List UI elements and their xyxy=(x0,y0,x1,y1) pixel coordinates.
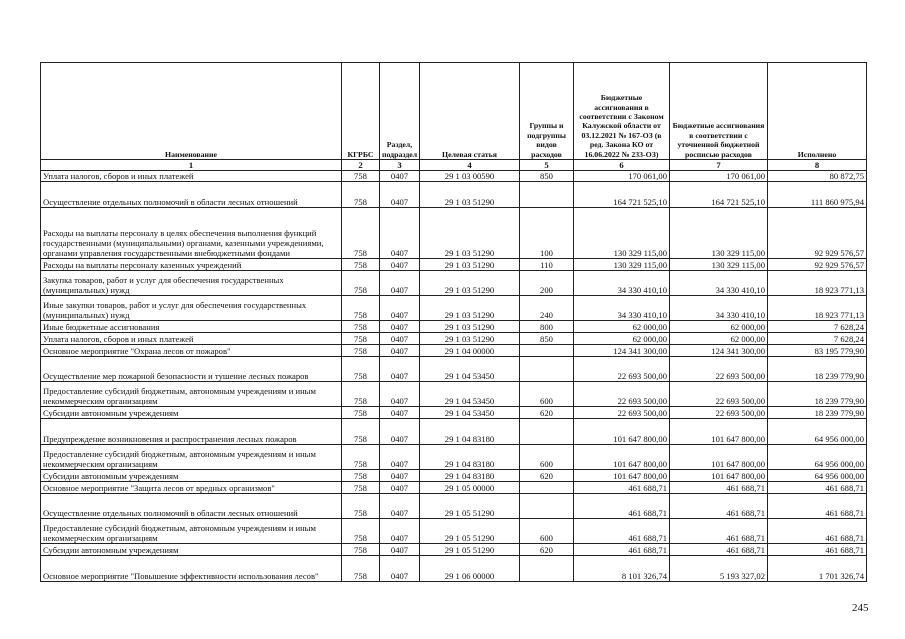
row-executed: 92 929 576,57 xyxy=(768,208,867,259)
table-row xyxy=(41,345,867,357)
row-executed: 18 923 771,13 xyxy=(768,296,867,321)
header-assign-law: Бюджетные ассигнования в соответствии с Законом Калужской области от 03.12.2021 № 167-ОЗ (в ред. Закона КО от 16.06.2022 № 233-ОЗ) xyxy=(574,63,670,160)
header-groups: Группы и подгруппы видов расходов xyxy=(520,63,574,160)
row-section: 0407 xyxy=(380,445,420,470)
row-section: 0407 xyxy=(380,208,420,259)
row-name: Иные закупки товаров, работ и услуг для обеспечения государственных (муниципальных) нужд xyxy=(41,296,342,321)
row-group: 850 xyxy=(520,333,574,345)
row-group: 100 xyxy=(520,208,574,259)
header-kgrbs: КГРБС xyxy=(342,63,380,160)
row-kgrbs: 758 xyxy=(342,357,380,382)
row-section: 0407 xyxy=(380,419,420,445)
row-group xyxy=(520,357,574,382)
row-name: Основное мероприятие "Охрана лесов от пожаров" xyxy=(41,345,342,357)
row-assign-revised: 164 721 525,10 xyxy=(670,182,768,208)
column-number: 6 xyxy=(574,160,670,171)
table-row xyxy=(41,333,867,345)
page-number: 245 xyxy=(852,602,869,614)
row-group xyxy=(520,494,574,519)
row-section: 0407 xyxy=(380,296,420,321)
table-row xyxy=(41,494,867,519)
header-section: Раздел, подраздел xyxy=(380,63,420,160)
row-name: Предоставление субсидий бюджетным, автономным учреждениям и иным некоммерческим организациям xyxy=(41,382,342,407)
table-row xyxy=(41,419,867,445)
column-number-row xyxy=(41,160,867,171)
row-target: 29 1 03 51290 xyxy=(420,271,520,296)
row-assign-law: 22 693 500,00 xyxy=(574,382,670,407)
row-assign-law: 124 341 300,00 xyxy=(574,345,670,357)
row-assign-revised: 170 061,00 xyxy=(670,171,768,182)
row-name: Субсидии автономным учреждениям xyxy=(41,544,342,556)
row-target: 29 1 05 51290 xyxy=(420,519,520,544)
row-assign-law: 34 330 410,10 xyxy=(574,271,670,296)
row-assign-revised: 22 693 500,00 xyxy=(670,407,768,419)
row-section: 0407 xyxy=(380,357,420,382)
row-kgrbs: 758 xyxy=(342,445,380,470)
row-section: 0407 xyxy=(380,259,420,271)
header-target: Целевая статья xyxy=(420,63,520,160)
table-row xyxy=(41,271,867,296)
row-assign-law: 461 688,71 xyxy=(574,482,670,494)
row-name: Осуществление отдельных полномочий в области лесных отношений xyxy=(41,182,342,208)
row-group xyxy=(520,556,574,582)
row-assign-law: 101 647 800,00 xyxy=(574,445,670,470)
row-assign-revised: 130 329 115,00 xyxy=(670,208,768,259)
row-assign-law: 62 000,00 xyxy=(574,333,670,345)
row-executed: 80 872,75 xyxy=(768,171,867,182)
table-row xyxy=(41,321,867,333)
row-section: 0407 xyxy=(380,333,420,345)
row-group xyxy=(520,482,574,494)
row-assign-revised: 22 693 500,00 xyxy=(670,357,768,382)
row-target: 29 1 03 51290 xyxy=(420,321,520,333)
row-target: 29 1 04 83180 xyxy=(420,419,520,445)
table-row xyxy=(41,296,867,321)
row-target: 29 1 04 00000 xyxy=(420,345,520,357)
row-name: Субсидии автономным учреждениям xyxy=(41,407,342,419)
row-kgrbs: 758 xyxy=(342,208,380,259)
row-assign-law: 170 061,00 xyxy=(574,171,670,182)
row-assign-revised: 130 329 115,00 xyxy=(670,259,768,271)
row-assign-law: 101 647 800,00 xyxy=(574,470,670,482)
row-section: 0407 xyxy=(380,182,420,208)
row-assign-law: 461 688,71 xyxy=(574,494,670,519)
column-number: 2 xyxy=(342,160,380,171)
row-assign-revised: 101 647 800,00 xyxy=(670,470,768,482)
row-executed: 64 956 000,00 xyxy=(768,445,867,470)
row-section: 0407 xyxy=(380,482,420,494)
row-group: 620 xyxy=(520,470,574,482)
table-row xyxy=(41,382,867,407)
row-group: 200 xyxy=(520,271,574,296)
row-executed: 7 628,24 xyxy=(768,333,867,345)
column-number: 1 xyxy=(41,160,342,171)
row-group: 600 xyxy=(520,519,574,544)
header-name: Наименование xyxy=(41,63,342,160)
row-group: 600 xyxy=(520,445,574,470)
row-kgrbs: 758 xyxy=(342,345,380,357)
row-kgrbs: 758 xyxy=(342,321,380,333)
row-assign-revised: 5 193 327,02 xyxy=(670,556,768,582)
table-row xyxy=(41,482,867,494)
row-kgrbs: 758 xyxy=(342,470,380,482)
row-section: 0407 xyxy=(380,407,420,419)
row-executed: 83 195 779,90 xyxy=(768,345,867,357)
row-executed: 18 923 771,13 xyxy=(768,271,867,296)
row-group: 600 xyxy=(520,382,574,407)
row-assign-revised: 22 693 500,00 xyxy=(670,382,768,407)
row-group: 110 xyxy=(520,259,574,271)
table-row xyxy=(41,259,867,271)
row-section: 0407 xyxy=(380,519,420,544)
row-executed: 18 239 779,90 xyxy=(768,382,867,407)
row-name: Расходы на выплаты персоналу казенных учреждений xyxy=(41,259,342,271)
row-executed: 461 688,71 xyxy=(768,494,867,519)
row-executed: 461 688,71 xyxy=(768,519,867,544)
header-row xyxy=(41,63,867,160)
row-group: 800 xyxy=(520,321,574,333)
row-group xyxy=(520,345,574,357)
header-executed: Исполнено xyxy=(768,63,867,160)
row-executed: 461 688,71 xyxy=(768,544,867,556)
row-target: 29 1 05 51290 xyxy=(420,544,520,556)
row-section: 0407 xyxy=(380,556,420,582)
row-name: Предупреждение возникновения и распространения лесных пожаров xyxy=(41,419,342,445)
row-assign-revised: 461 688,71 xyxy=(670,494,768,519)
row-name: Закупка товаров, работ и услуг для обеспечения государственных (муниципальных) нужд xyxy=(41,271,342,296)
row-assign-law: 62 000,00 xyxy=(574,321,670,333)
row-assign-revised: 461 688,71 xyxy=(670,544,768,556)
row-section: 0407 xyxy=(380,171,420,182)
row-kgrbs: 758 xyxy=(342,556,380,582)
row-name: Предоставление субсидий бюджетным, автономным учреждениям и иным некоммерческим организациям xyxy=(41,519,342,544)
column-number: 7 xyxy=(670,160,768,171)
row-section: 0407 xyxy=(380,382,420,407)
row-group xyxy=(520,182,574,208)
row-group: 850 xyxy=(520,171,574,182)
row-group xyxy=(520,419,574,445)
row-kgrbs: 758 xyxy=(342,544,380,556)
row-assign-revised: 101 647 800,00 xyxy=(670,445,768,470)
table-row xyxy=(41,182,867,208)
row-assign-law: 22 693 500,00 xyxy=(574,357,670,382)
row-kgrbs: 758 xyxy=(342,296,380,321)
table-row xyxy=(41,171,867,182)
row-section: 0407 xyxy=(380,544,420,556)
budget-table xyxy=(40,62,867,582)
row-section: 0407 xyxy=(380,470,420,482)
row-executed: 18 239 779,90 xyxy=(768,357,867,382)
header-assign-revised: Бюджетные ассигнования в соответствии с уточненной бюджетной росписью расходов xyxy=(670,63,768,160)
row-target: 29 1 03 51290 xyxy=(420,259,520,271)
row-executed: 92 929 576,57 xyxy=(768,259,867,271)
row-name: Основное мероприятие "Защита лесов от вредных организмов" xyxy=(41,482,342,494)
row-kgrbs: 758 xyxy=(342,407,380,419)
row-assign-law: 130 329 115,00 xyxy=(574,259,670,271)
table-row xyxy=(41,208,867,259)
row-name: Осуществление отдельных полномочий в области лесных отношений xyxy=(41,494,342,519)
row-assign-law: 22 693 500,00 xyxy=(574,407,670,419)
row-assign-law: 461 688,71 xyxy=(574,544,670,556)
row-kgrbs: 758 xyxy=(342,171,380,182)
row-section: 0407 xyxy=(380,494,420,519)
row-name: Субсидии автономным учреждениям xyxy=(41,470,342,482)
row-target: 29 1 05 00000 xyxy=(420,482,520,494)
row-assign-revised: 62 000,00 xyxy=(670,333,768,345)
row-kgrbs: 758 xyxy=(342,333,380,345)
row-kgrbs: 758 xyxy=(342,482,380,494)
table-row xyxy=(41,407,867,419)
row-assign-law: 130 329 115,00 xyxy=(574,208,670,259)
row-group: 240 xyxy=(520,296,574,321)
row-assign-law: 164 721 525,10 xyxy=(574,182,670,208)
row-kgrbs: 758 xyxy=(342,519,380,544)
row-kgrbs: 758 xyxy=(342,419,380,445)
column-number: 4 xyxy=(420,160,520,171)
row-kgrbs: 758 xyxy=(342,494,380,519)
column-number: 3 xyxy=(380,160,420,171)
row-section: 0407 xyxy=(380,271,420,296)
table-row xyxy=(41,470,867,482)
table-row xyxy=(41,445,867,470)
row-target: 29 1 04 53450 xyxy=(420,407,520,419)
row-target: 29 1 03 51290 xyxy=(420,333,520,345)
row-target: 29 1 04 53450 xyxy=(420,357,520,382)
row-target: 29 1 03 00590 xyxy=(420,171,520,182)
row-executed: 64 956 000,00 xyxy=(768,419,867,445)
row-name: Уплата налогов, сборов и иных платежей xyxy=(41,171,342,182)
row-name: Расходы на выплаты персоналу в целях обеспечения выполнения функций государственными (муниципальными) органами, казенными учреждениями, органами управления государственными внебюджетными фондами xyxy=(41,208,342,259)
row-target: 29 1 03 51290 xyxy=(420,296,520,321)
row-assign-revised: 34 330 410,10 xyxy=(670,271,768,296)
row-target: 29 1 04 53450 xyxy=(420,382,520,407)
row-group: 620 xyxy=(520,407,574,419)
row-kgrbs: 758 xyxy=(342,259,380,271)
column-number: 5 xyxy=(520,160,574,171)
row-group: 620 xyxy=(520,544,574,556)
row-kgrbs: 758 xyxy=(342,382,380,407)
row-name: Иные бюджетные ассигнования xyxy=(41,321,342,333)
row-kgrbs: 758 xyxy=(342,271,380,296)
row-kgrbs: 758 xyxy=(342,182,380,208)
row-target: 29 1 03 51290 xyxy=(420,182,520,208)
row-assign-revised: 461 688,71 xyxy=(670,482,768,494)
row-executed: 461 688,71 xyxy=(768,482,867,494)
row-assign-law: 461 688,71 xyxy=(574,519,670,544)
row-target: 29 1 04 83180 xyxy=(420,470,520,482)
table-row xyxy=(41,556,867,582)
row-target: 29 1 04 83180 xyxy=(420,445,520,470)
row-section: 0407 xyxy=(380,345,420,357)
table-row xyxy=(41,544,867,556)
row-assign-revised: 34 330 410,10 xyxy=(670,296,768,321)
row-assign-revised: 101 647 800,00 xyxy=(670,419,768,445)
row-name: Основное мероприятие "Повышение эффективности использования лесов" xyxy=(41,556,342,582)
row-executed: 64 956 000,00 xyxy=(768,470,867,482)
row-target: 29 1 05 51290 xyxy=(420,494,520,519)
table-row xyxy=(41,357,867,382)
row-name: Осуществление мер пожарной безопасности и тушение лесных пожаров xyxy=(41,357,342,382)
row-assign-law: 8 101 326,74 xyxy=(574,556,670,582)
row-executed: 111 860 975,94 xyxy=(768,182,867,208)
row-executed: 7 628,24 xyxy=(768,321,867,333)
row-name: Уплата налогов, сборов и иных платежей xyxy=(41,333,342,345)
row-executed: 1 701 326,74 xyxy=(768,556,867,582)
row-assign-law: 101 647 800,00 xyxy=(574,419,670,445)
row-section: 0407 xyxy=(380,321,420,333)
row-assign-revised: 461 688,71 xyxy=(670,519,768,544)
column-number: 8 xyxy=(768,160,867,171)
row-target: 29 1 03 51290 xyxy=(420,208,520,259)
row-assign-revised: 62 000,00 xyxy=(670,321,768,333)
table-row xyxy=(41,519,867,544)
row-assign-law: 34 330 410,10 xyxy=(574,296,670,321)
row-executed: 18 239 779,90 xyxy=(768,407,867,419)
row-name: Предоставление субсидий бюджетным, автономным учреждениям и иным некоммерческим организациям xyxy=(41,445,342,470)
row-target: 29 1 06 00000 xyxy=(420,556,520,582)
row-assign-revised: 124 341 300,00 xyxy=(670,345,768,357)
